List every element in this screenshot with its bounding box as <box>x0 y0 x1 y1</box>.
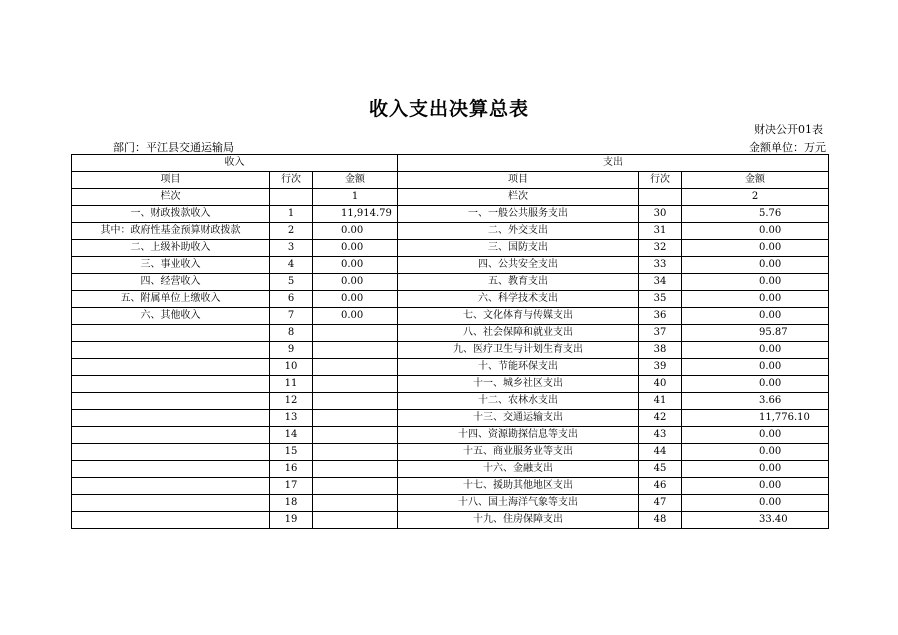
expense-section-header: 支出 <box>398 155 829 172</box>
income-line-cell: 19 <box>270 512 313 529</box>
income-line-cell: 16 <box>270 461 313 478</box>
income-amount-cell: 0.00 <box>313 240 398 257</box>
expense-item-cell: 十三、交通运输支出 <box>398 410 639 427</box>
expense-amount-cell: 0.00 <box>682 308 829 325</box>
income-line-cell: 1 <box>270 206 313 223</box>
income-amount-cell <box>313 444 398 461</box>
table-row <box>72 495 829 512</box>
income-item-cell <box>72 376 270 393</box>
page-title: 收入支出决算总表 <box>368 98 529 120</box>
table-row <box>72 206 829 223</box>
expense-amount-cell: 0.00 <box>682 291 829 308</box>
income-expense-table <box>71 154 829 529</box>
expense-amount-cell: 0.00 <box>682 376 829 393</box>
expense-item-cell: 十九、住房保障支出 <box>398 512 639 529</box>
expense-amount-cell: 0.00 <box>682 274 829 291</box>
income-amount-cell: 0.00 <box>313 308 398 325</box>
expense-amount-cell: 0.00 <box>682 495 829 512</box>
expense-amount-cell: 0.00 <box>682 427 829 444</box>
income-item-cell <box>72 461 270 478</box>
expense-amount-cell: 11,776.10 <box>682 410 829 427</box>
income-index-value: 1 <box>313 189 398 206</box>
income-line-cell: 2 <box>270 223 313 240</box>
expense-index-blank <box>639 189 682 206</box>
income-item-cell: 四、经营收入 <box>72 274 270 291</box>
income-item-cell <box>72 427 270 444</box>
income-item-cell <box>72 342 270 359</box>
expense-line-cell: 35 <box>639 291 682 308</box>
table-row <box>72 240 829 257</box>
expense-line-cell: 36 <box>639 308 682 325</box>
income-item-cell <box>72 495 270 512</box>
table-row <box>72 325 829 342</box>
expense-line-cell: 44 <box>639 444 682 461</box>
expense-amount-cell: 3.66 <box>682 393 829 410</box>
income-amount-header: 金额 <box>313 172 398 189</box>
income-line-cell: 8 <box>270 325 313 342</box>
income-line-cell: 6 <box>270 291 313 308</box>
expense-line-cell: 30 <box>639 206 682 223</box>
expense-line-cell: 46 <box>639 478 682 495</box>
expense-amount-cell: 0.00 <box>682 478 829 495</box>
income-amount-cell <box>313 325 398 342</box>
income-amount-cell: 11,914.79 <box>313 206 398 223</box>
income-item-cell <box>72 359 270 376</box>
expense-item-cell: 十七、援助其他地区支出 <box>398 478 639 495</box>
expense-line-cell: 31 <box>639 223 682 240</box>
expense-line-cell: 39 <box>639 359 682 376</box>
expense-item-cell: 六、科学技术支出 <box>398 291 639 308</box>
table-row <box>72 410 829 427</box>
table-row <box>72 257 829 274</box>
expense-amount-cell: 0.00 <box>682 240 829 257</box>
expense-line-cell: 32 <box>639 240 682 257</box>
expense-amount-cell: 0.00 <box>682 223 829 240</box>
income-amount-cell <box>313 461 398 478</box>
expense-line-cell: 43 <box>639 427 682 444</box>
expense-amount-cell: 0.00 <box>682 257 829 274</box>
income-amount-cell <box>313 410 398 427</box>
expense-line-cell: 37 <box>639 325 682 342</box>
expense-item-cell: 十六、金融支出 <box>398 461 639 478</box>
table-row <box>72 359 829 376</box>
income-line-cell: 4 <box>270 257 313 274</box>
expense-item-cell: 十五、商业服务业等支出 <box>398 444 639 461</box>
table-row <box>72 223 829 240</box>
department-label: 部门：平江县交通运输局 <box>113 141 234 154</box>
expense-amount-cell: 0.00 <box>682 444 829 461</box>
expense-amount-cell: 95.87 <box>682 325 829 342</box>
expense-amount-cell: 0.00 <box>682 461 829 478</box>
income-line-cell: 14 <box>270 427 313 444</box>
expense-amount-cell: 5.76 <box>682 206 829 223</box>
table-row <box>72 444 829 461</box>
expense-item-cell: 十二、农林水支出 <box>398 393 639 410</box>
income-amount-cell <box>313 427 398 444</box>
table-row <box>72 308 829 325</box>
expense-amount-header: 金额 <box>682 172 829 189</box>
income-line-cell: 17 <box>270 478 313 495</box>
income-item-cell: 六、其他收入 <box>72 308 270 325</box>
income-line-cell: 11 <box>270 376 313 393</box>
income-line-cell: 18 <box>270 495 313 512</box>
expense-line-cell: 38 <box>639 342 682 359</box>
income-item-header: 项目 <box>72 172 270 189</box>
expense-amount-cell: 0.00 <box>682 359 829 376</box>
expense-item-cell: 七、文化体育与传媒支出 <box>398 308 639 325</box>
income-index-label: 栏次 <box>72 189 270 206</box>
table-row <box>72 427 829 444</box>
expense-line-cell: 34 <box>639 274 682 291</box>
income-amount-cell: 0.00 <box>313 257 398 274</box>
table-row <box>72 478 829 495</box>
income-line-cell: 13 <box>270 410 313 427</box>
expense-item-header: 项目 <box>398 172 639 189</box>
expense-amount-cell: 0.00 <box>682 342 829 359</box>
expense-line-cell: 41 <box>639 393 682 410</box>
expense-item-cell: 十八、国土海洋气象等支出 <box>398 495 639 512</box>
expense-index-label: 栏次 <box>398 189 639 206</box>
expense-item-cell: 十四、资源勘探信息等支出 <box>398 427 639 444</box>
income-line-header: 行次 <box>270 172 313 189</box>
income-item-cell: 二、上级补助收入 <box>72 240 270 257</box>
amount-unit-label: 金额单位：万元 <box>749 141 826 154</box>
form-number: 财决公开01表 <box>754 123 823 136</box>
income-item-cell <box>72 393 270 410</box>
income-section-header: 收入 <box>72 155 398 172</box>
section-header-row <box>72 155 829 172</box>
income-amount-cell <box>313 342 398 359</box>
income-line-cell: 9 <box>270 342 313 359</box>
income-line-cell: 5 <box>270 274 313 291</box>
expense-item-cell: 一、一般公共服务支出 <box>398 206 639 223</box>
income-amount-cell: 0.00 <box>313 223 398 240</box>
income-amount-cell <box>313 393 398 410</box>
income-amount-cell <box>313 512 398 529</box>
expense-line-cell: 40 <box>639 376 682 393</box>
income-item-cell: 五、附属单位上缴收入 <box>72 291 270 308</box>
income-item-cell: 三、事业收入 <box>72 257 270 274</box>
income-amount-cell <box>313 495 398 512</box>
expense-item-cell: 十一、城乡社区支出 <box>398 376 639 393</box>
income-line-cell: 12 <box>270 393 313 410</box>
table-row <box>72 274 829 291</box>
income-item-cell <box>72 444 270 461</box>
income-line-cell: 7 <box>270 308 313 325</box>
table-row <box>72 512 829 529</box>
expense-item-cell: 五、教育支出 <box>398 274 639 291</box>
income-line-cell: 15 <box>270 444 313 461</box>
expense-line-cell: 33 <box>639 257 682 274</box>
income-item-cell: 其中：政府性基金预算财政拨款 <box>72 223 270 240</box>
income-line-cell: 3 <box>270 240 313 257</box>
income-amount-cell <box>313 478 398 495</box>
expense-line-cell: 45 <box>639 461 682 478</box>
income-index-blank <box>270 189 313 206</box>
expense-line-cell: 42 <box>639 410 682 427</box>
income-item-cell <box>72 325 270 342</box>
income-line-cell: 10 <box>270 359 313 376</box>
expense-line-cell: 48 <box>639 512 682 529</box>
table-row <box>72 342 829 359</box>
income-item-cell <box>72 478 270 495</box>
expense-item-cell: 十、节能环保支出 <box>398 359 639 376</box>
table-row <box>72 291 829 308</box>
expense-amount-cell: 33.40 <box>682 512 829 529</box>
expense-item-cell: 四、公共安全支出 <box>398 257 639 274</box>
expense-item-cell: 三、国防支出 <box>398 240 639 257</box>
income-amount-cell <box>313 376 398 393</box>
income-amount-cell: 0.00 <box>313 274 398 291</box>
income-amount-cell: 0.00 <box>313 291 398 308</box>
expense-line-header: 行次 <box>639 172 682 189</box>
expense-index-value: 2 <box>682 189 829 206</box>
income-item-cell <box>72 512 270 529</box>
table-row <box>72 376 829 393</box>
income-item-cell: 一、财政拨款收入 <box>72 206 270 223</box>
table-row <box>72 461 829 478</box>
expense-item-cell: 八、社会保障和就业支出 <box>398 325 639 342</box>
income-amount-cell <box>313 359 398 376</box>
column-header-row <box>72 172 829 189</box>
column-index-row <box>72 189 829 206</box>
table-row <box>72 393 829 410</box>
income-item-cell <box>72 410 270 427</box>
expense-item-cell: 九、医疗卫生与计划生育支出 <box>398 342 639 359</box>
expense-line-cell: 47 <box>639 495 682 512</box>
expense-item-cell: 二、外交支出 <box>398 223 639 240</box>
